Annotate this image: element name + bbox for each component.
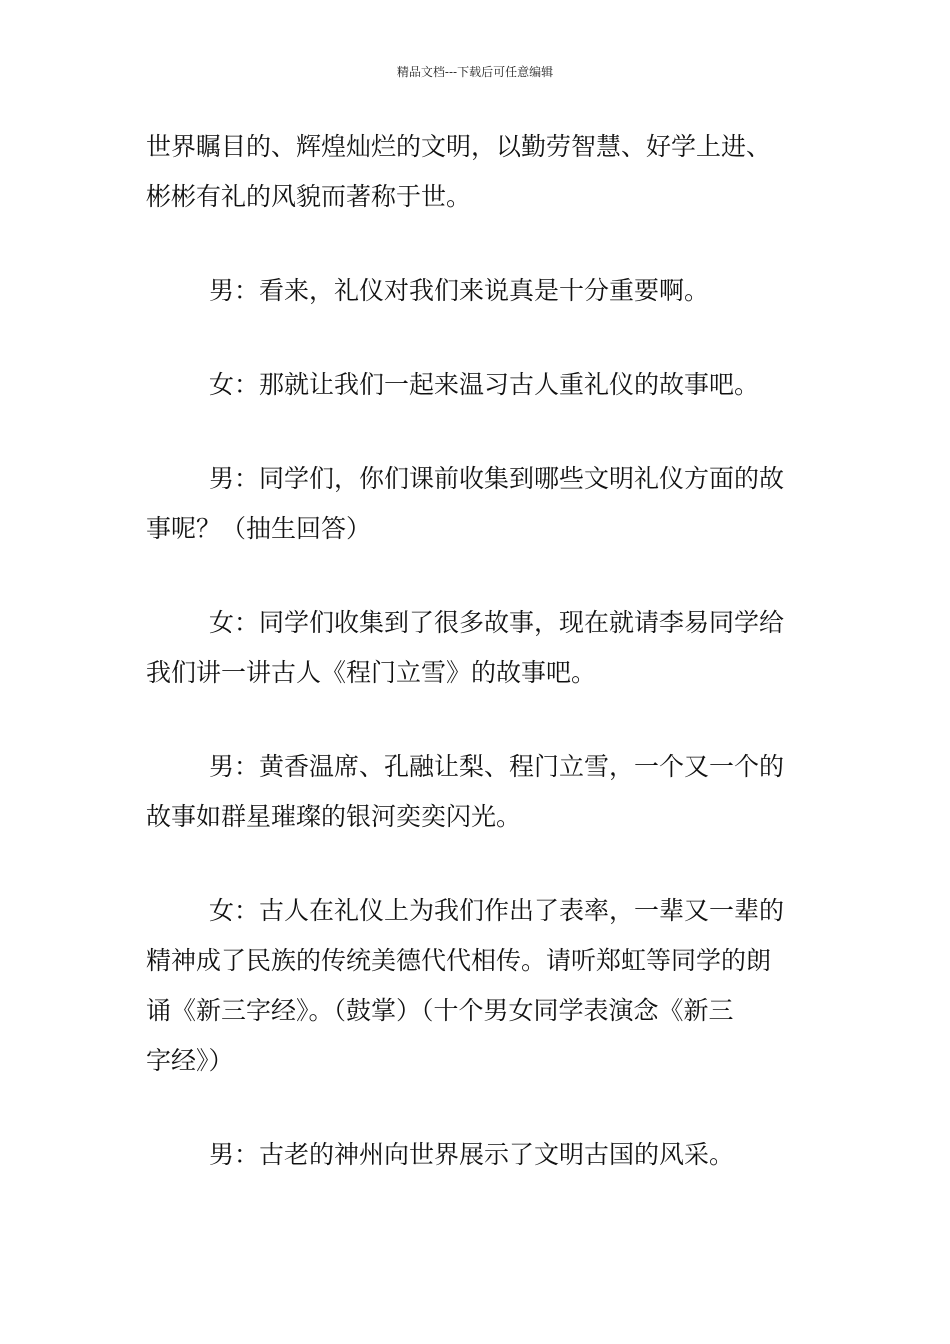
text-line: 女：同学们收集到了很多故事，现在就请李易同学给 bbox=[209, 608, 785, 637]
paragraph bbox=[146, 122, 811, 222]
page-header: 精品文档---下载后可任意编辑 bbox=[396, 65, 554, 79]
paragraph bbox=[146, 886, 811, 1086]
paragraph bbox=[146, 360, 811, 410]
text-line: 精神成了民族的传统美德代代相传。请听郑虹等同学的朗 bbox=[146, 946, 772, 975]
text-line: 字经》） bbox=[146, 1046, 234, 1075]
text-line: 男：看来，礼仪对我们来说真是十分重要啊。 bbox=[209, 276, 710, 305]
paragraph bbox=[146, 1130, 811, 1180]
text-line: 彬彬有礼的风貌而著称于世。 bbox=[146, 182, 472, 211]
text-line: 女：古人在礼仪上为我们作出了表率，一辈又一辈的 bbox=[209, 896, 785, 925]
text-line: 我们讲一讲古人《程门立雪》的故事吧。 bbox=[146, 658, 597, 687]
text-line: 男：古老的神州向世界展示了文明古国的风采。 bbox=[209, 1140, 735, 1169]
document-body bbox=[146, 122, 811, 1224]
text-line: 男：同学们，你们课前收集到哪些文明礼仪方面的故 bbox=[209, 464, 785, 493]
text-line: 女：那就让我们一起来温习古人重礼仪的故事吧。 bbox=[209, 370, 760, 399]
text-line: 男：黄香温席、孔融让梨、程门立雪，一个又一个的 bbox=[209, 752, 785, 781]
text-line: 故事如群星璀璨的银河奕奕闪光。 bbox=[146, 802, 522, 831]
text-line: 事呢？（抽生回答） bbox=[146, 514, 372, 543]
paragraph bbox=[146, 598, 811, 698]
text-line: 世界瞩目的、辉煌灿烂的文明，以勤劳智慧、好学上进、 bbox=[146, 132, 772, 161]
paragraph bbox=[146, 266, 811, 316]
text-line: 诵《新三字经》。（鼓掌）（十个男女同学表演念《新三 bbox=[146, 996, 734, 1025]
paragraph bbox=[146, 742, 811, 842]
paragraph bbox=[146, 454, 811, 554]
